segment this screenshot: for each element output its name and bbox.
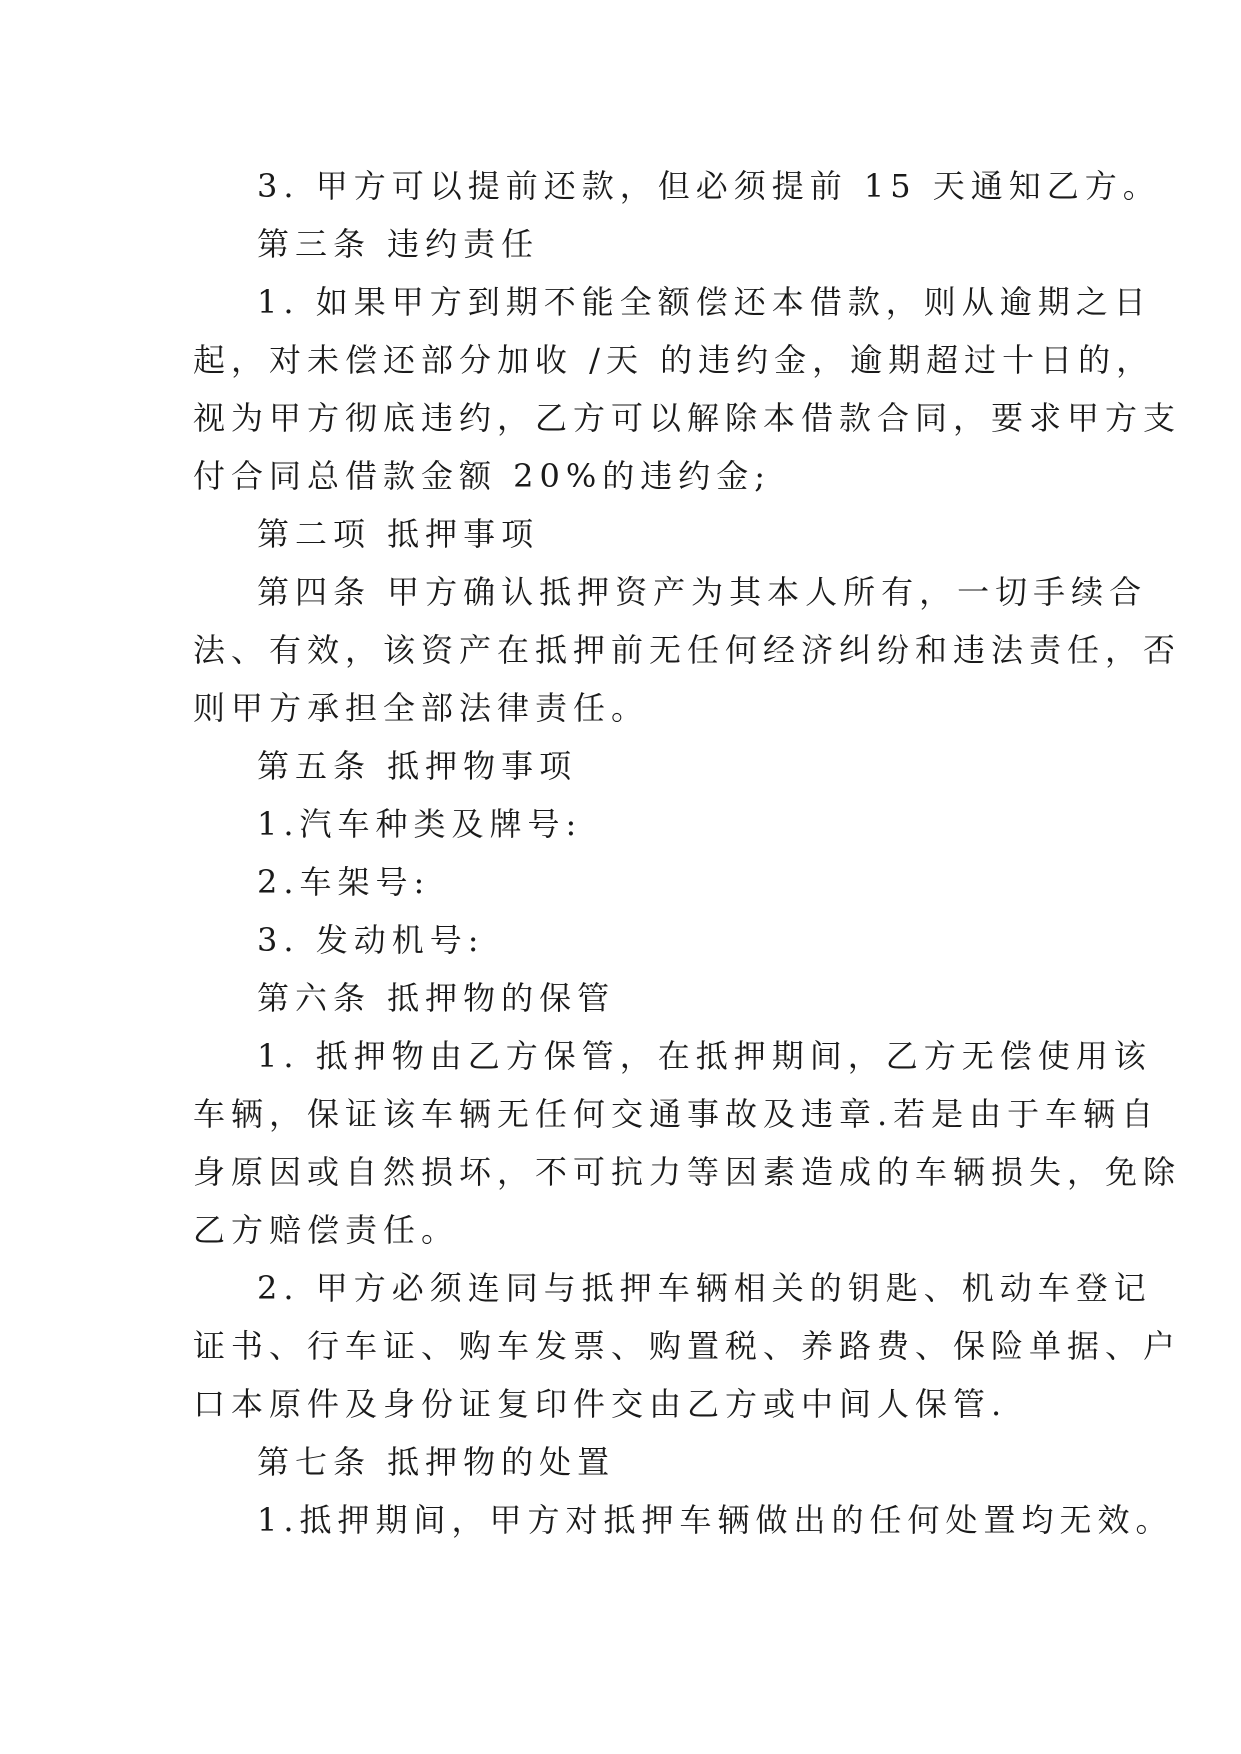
text-line: 付合同总借款金额 20%的违约金; xyxy=(193,457,772,495)
text-line: 1. 抵押物由乙方保管，在抵押期间，乙方无偿使用该 xyxy=(257,1037,1152,1075)
text-line: 法、有效，该资产在抵押前无任何经济纠纷和违法责任，否 xyxy=(193,631,1182,669)
text-line: 乙方赔偿责任。 xyxy=(193,1211,460,1249)
text-line: 证书、行车证、购车发票、购置税、养路费、保险单据、户 xyxy=(193,1327,1182,1365)
text-line: 则甲方承担全部法律责任。 xyxy=(193,689,650,727)
text-line: 2.车架号: xyxy=(257,863,431,901)
text-line: 1.汽车种类及牌号: xyxy=(257,805,583,843)
section-heading: 第三条 违约责任 xyxy=(257,225,540,263)
section-heading: 第六条 抵押物的保管 xyxy=(257,979,616,1017)
text-line: 身原因或自然损坏，不可抗力等因素造成的车辆损失，免除 xyxy=(193,1153,1182,1191)
text-line: 1. 如果甲方到期不能全额偿还本借款，则从逾期之日 xyxy=(257,283,1152,321)
text-line: 2. 甲方必须连同与抵押车辆相关的钥匙、机动车登记 xyxy=(257,1269,1152,1307)
text-line: 视为甲方彻底违约，乙方可以解除本借款合同，要求甲方支 xyxy=(193,399,1182,437)
section-heading: 第五条 抵押物事项 xyxy=(257,747,578,785)
text-line: 3. 甲方可以提前还款，但必须提前 15 天通知乙方。 xyxy=(257,167,1161,205)
text-line: 起，对未偿还部分加收 /天 的违约金，逾期超过十日的， xyxy=(193,341,1155,379)
section-heading: 第七条 抵押物的处置 xyxy=(257,1443,616,1481)
section-heading: 第二项 抵押事项 xyxy=(257,515,540,553)
text-line: 车辆，保证该车辆无任何交通事故及违章.若是由于车辆自 xyxy=(193,1095,1160,1133)
text-line: 口本原件及身份证复印件交由乙方或中间人保管. xyxy=(193,1385,1008,1423)
text-line: 第四条 甲方确认抵押资产为其本人所有，一切手续合 xyxy=(257,573,1148,611)
document-body xyxy=(193,157,1182,1549)
text-line: 3. 发动机号: xyxy=(257,921,485,959)
text-line: 1.抵押期间，甲方对抵押车辆做出的任何处置均无效。 xyxy=(257,1501,1174,1539)
